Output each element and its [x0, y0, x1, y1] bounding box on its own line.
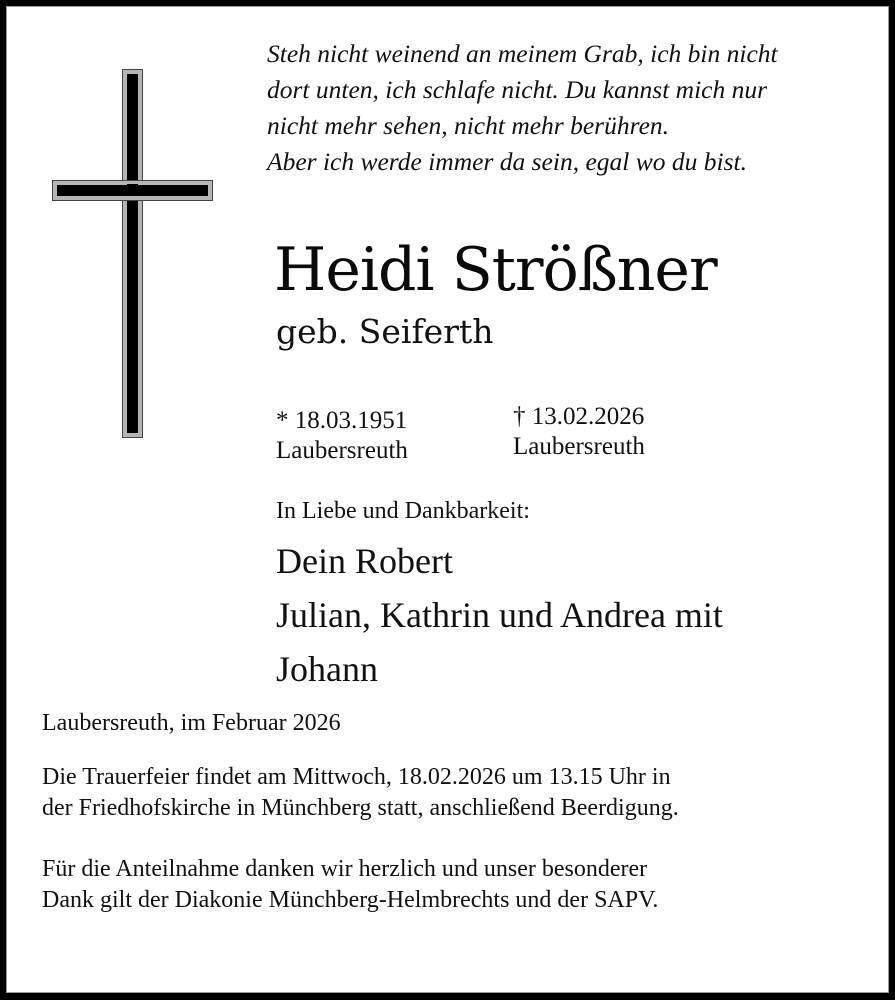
birth-date: * 18.03.1951 — [276, 407, 408, 434]
maiden-name: geb. Seiferth — [276, 312, 494, 351]
poem-line: Steh nicht weinend an meinem Grab, ich bin nicht — [267, 39, 778, 68]
ceremony-line: Die Trauerfeier findet am Mittwoch, 18.02.2026 um 13.15 Uhr in — [42, 764, 671, 790]
mourner-line: Johann — [276, 649, 378, 689]
gratitude-line: Dank gilt der Diakonie Münchberg-Helmbrechts und der SAPV. — [42, 887, 659, 913]
deceased-name: Heidi Strößner — [274, 235, 717, 305]
place-date: Laubersreuth, im Februar 2026 — [42, 710, 341, 736]
mourner-line: Julian, Kathrin und Andrea mit — [276, 595, 723, 635]
mourner-line: Dein Robert — [276, 541, 453, 581]
ceremony-line: der Friedhofskirche in Münchberg statt, anschließend Beerdigung. — [42, 795, 679, 821]
poem-line: nicht mehr sehen, nicht mehr berühren. — [267, 111, 670, 140]
obituary-notice — [6, 6, 889, 993]
cross-vertical-beam — [123, 70, 142, 437]
birth-place: Laubersreuth — [276, 437, 408, 464]
poem-line: dort unten, ich schlafe nicht. Du kannst mich nur — [267, 75, 768, 104]
mourners-intro: In Liebe und Dankbarkeit: — [276, 498, 530, 524]
memorial-poem — [267, 36, 867, 180]
gratitude-note — [42, 854, 658, 916]
cross-center — [127, 184, 138, 195]
death-date: † 13.02.2026 — [513, 403, 645, 430]
poem-line: Aber ich werde immer da sein, egal wo du bist. — [267, 147, 747, 176]
death-info — [513, 402, 645, 462]
birth-info — [276, 406, 408, 466]
gratitude-line: Für die Anteilnahme danken wir herzlich und unser besonderer — [42, 856, 648, 882]
mourners-list — [276, 534, 723, 696]
ceremony-info — [42, 762, 679, 824]
death-place: Laubersreuth — [513, 433, 645, 460]
